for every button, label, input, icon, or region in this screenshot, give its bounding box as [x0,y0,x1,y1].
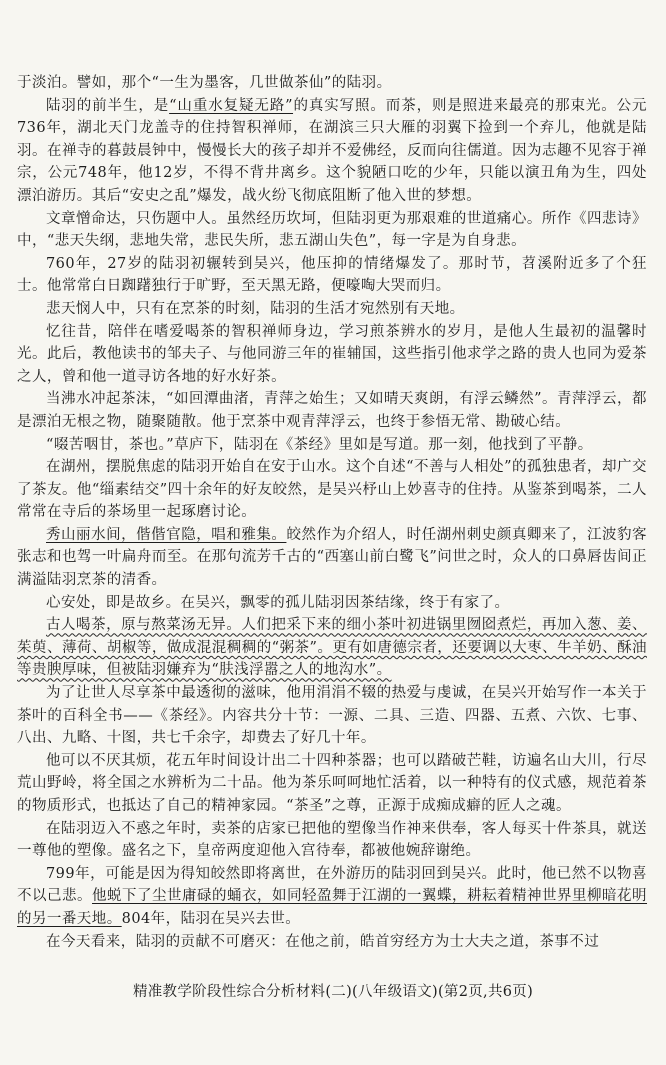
paragraph [17,592,647,615]
text-run: 在湖州，摆脱焦虑的陆羽开始自在安于山水。这个自述“不善与人相处”的孤独患者，却广交了茶友。他“缁素结交”四十余年的好友皎然，是吴兴杼山上妙喜寺的住持。从鉴茶到喝茶，二人常常在寺后的茶场里一起琢磨讨论。 [17,459,647,521]
paragraph [17,298,647,321]
paragraph [17,682,647,750]
paragraph [17,524,647,592]
paragraph [17,750,647,818]
article-body [17,72,647,953]
text-run: 皎然作为介绍人，时任湖州刺史颜真卿来了，江波豹客张志和也驾一叶扁舟而至。在那句流芳千古的“西塞山前白鹭飞”问世之时，众人的口鼻唇齿间正满溢陆羽烹茶的清香。 [17,526,647,589]
paragraph [17,321,647,389]
paragraph [17,434,647,457]
text-run: 文章憎命达，只伤题中人。虽然经历坎坷，但陆羽更为那艰难的世道痛心。所作《四悲诗》中，“悲天失纲，悲地失常，悲民失所，悲五湖山失色”，每一字是为自身悲。 [17,210,647,250]
text-run: 799年，可能是因为得知皎然即将离世，在外游历的陆羽回到吴兴。此时，他已然不以物喜不以己悲。 [17,865,647,905]
text-run: 的真实写照。而茶，则是照进来最亮的那束光。公元736年，湖北天门龙盖寺的住持智积禅师，在湖滨三只大雁的羽翼下捡到一个弃儿，他就是陆羽。在禅寺的暮鼓晨钟中，慢慢长大的孩子却并不爱佛经，反而向往儒道。因为志趣不见容于禅宗，公元748年，他12岁，不得不背井离乡。这个貌陋口吃的少年，只能以演丑角为生，四处漂泊游历。其后“安史之乱”爆发，战火纷飞彻底阻断了他入世的梦想。 [17,97,647,204]
text-run: 悲天悯人中，只有在烹茶的时刻，陆羽的生活才宛然别有天地。 [46,300,465,317]
paragraph [17,863,647,931]
paragraph [17,253,647,298]
paragraph [17,388,647,433]
text-run: 忆往昔，陪伴在嗜爱喝茶的智积禅师身边，学习煎茶辨水的岁月，是他人生最初的温馨时光。此后，教他读书的邹夫子、与他同游三年的崔辅国，这些指引他求学之路的贵人也同为爱茶之人，曾和他一道寻访各地的好水好茶。 [17,323,647,385]
text-run: 804年，陆羽在吴兴去世。 [121,910,301,927]
text-run: 他可以不厌其烦，花五年时间设计出二十四种茶器；也可以踏破芒鞋，访遍名山大川，行尽荒山野岭，将全国之水辨析为二十品。他为茶乐呵呵地忙活着，以一种特有的仪式感，规范着茶的物质形式，也抵达了自己的精神家园。“茶圣”之尊，正源于成痴成癖的匠人之魂。 [17,752,647,814]
text-run: 为了让世人尽享茶中最透彻的滋味，他用涓涓不辍的热爱与虔诚，在吴兴开始写作一本关于茶叶的百科全书——《茶经》。内容共分十节：一源、二具、三造、四器、五煮、六饮、七事、八出、九略、十图，共七千余字，却费去了好几十年。 [17,685,647,747]
paragraph [17,208,647,253]
text-run: 陆羽的前半生，是 [46,97,170,114]
underlined-phrase: “山重水复疑无路” [169,97,294,114]
paragraph [17,818,647,863]
paragraph [17,95,647,208]
text-run: 在今天看来，陆羽的贡献不可磨灭：在他之前，皓首穷经方为士大夫之道，茶事不过 [46,933,600,950]
paragraph [17,614,647,682]
page-footer: 精准教学阶段性综合分析材料(二)(八年级语文)(第2页,共6页) [132,984,534,1000]
paragraph [17,456,647,524]
text-run: 在陆羽迈入不惑之年时，卖茶的店家已把他的塑像当作神来供奉，客人每买十件茶具，就送一尊他的塑像。盛名之下，皇帝两度迎他入宫待奉，都被他婉辞谢绝。 [17,820,647,860]
underlined-phrase: 秀山丽水间，偕偕官隐，唱和雅集。 [46,526,287,543]
underlined-phrase: 他蜕下了尘世庸碌的蛹衣，如同轻盈舞于江湖的一翼蝶，耕耘着精神世界里柳暗花明的另一番天地。 [17,888,648,927]
text-run: 于淡泊。譬如，那个“一生为墨客，几世做茶仙”的陆羽。 [17,75,392,91]
paragraph [17,72,647,95]
text-run: “啜苦咽甘，茶也。”草庐下，陆羽在《茶经》里如是写道。那一刻，他找到了平静。 [46,436,593,453]
text-run: 当沸水冲起茶沫，“如回潭曲渚，青萍之始生；又如晴天爽朗，有浮云鳞然”。青萍浮云，都是漂泊无根之物，随聚随散。他于烹茶中观青萍浮云，也终于参悟无常、勘破心结。 [17,391,647,430]
paragraph [17,931,647,954]
text-run: 760年，27岁的陆羽初辗转到吴兴，他压抑的情绪爆发了。那时节，苕溪附近多了个狂士。他常常白日踟躇独行于旷野，至天黑无路，便嚎啕大哭而归。 [17,255,647,295]
wavy-underlined-phrase: 古人喝茶，原与熬菜汤无异。人们把采下来的细小茶叶初进锅里囫囵煮烂，再加入葱、姜、茱萸、薄荷、胡椒等，做成混混稠稠的“粥茶”。更有如唐德宗者，还要调以大枣、牛羊奶、酥油等贵腴厚味，但被陆羽嫌弃为“肤浅浮嚣之人的地沟水”。 [17,617,647,679]
text-run: 心安处，即是故乡。在吴兴，飘零的孤儿陆羽因茶结缘，终于有家了。 [46,594,510,611]
